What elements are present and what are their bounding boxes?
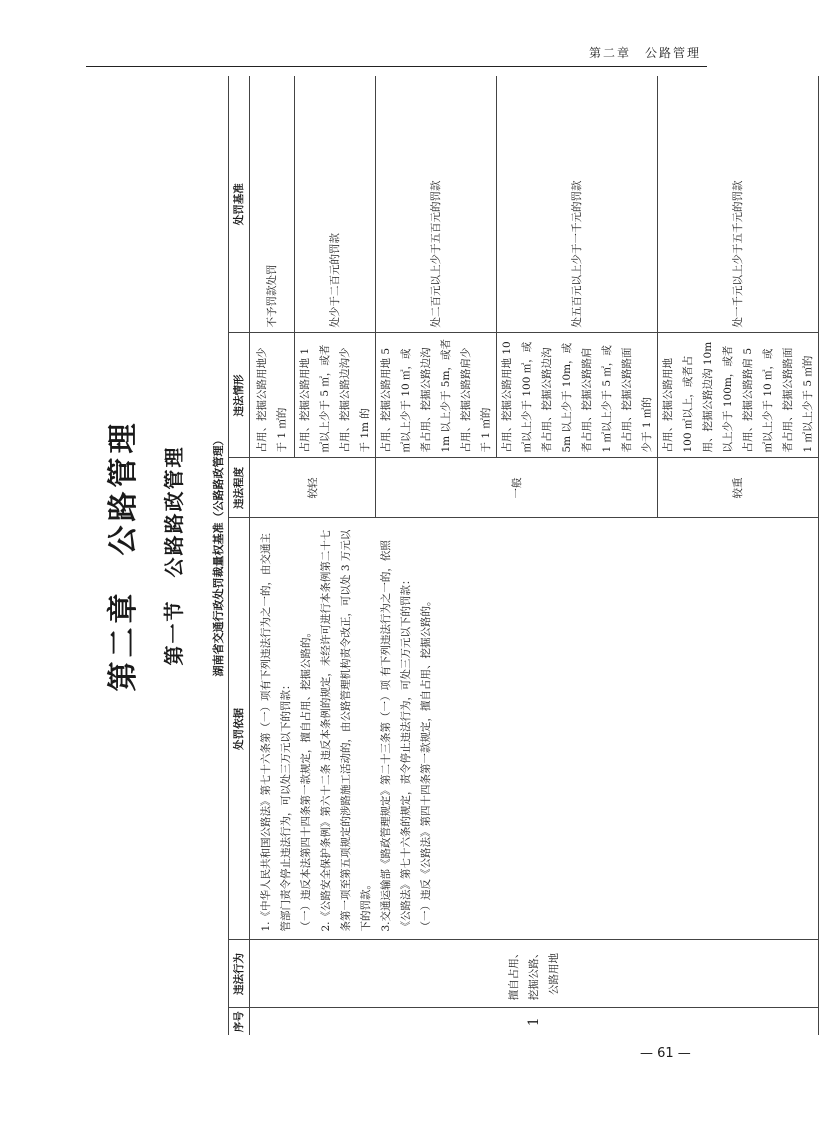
- basis-paragraph: 2.《公路安全保护条例》第六十二条 违反本条例的规定，未经许可进行本条例第二十七条第一项至第五项规定的涉路施工活动的，由公路管理机构责令改正，可以处 3 万元以下的罚款。: [320, 529, 372, 932]
- page-number: — 61 —: [640, 1046, 691, 1061]
- table-row: [250, 76, 295, 1035]
- chapter-title: 第二章 公路管理: [106, 419, 141, 692]
- circumstance-cell: 占用、挖掘公路用地 100 ㎡以上，或者占用、挖掘公路边沟 10m 以上少于 100m，或者占用、挖掘公路路肩 5 ㎡以上少于 10 ㎡，或者占用、挖掘公路路面 1 ㎡以上少于 5 ㎡的: [658, 333, 819, 458]
- header-basis: 处罚依据: [229, 518, 250, 940]
- standard-cell: 处少于二百元的罚款: [295, 76, 376, 333]
- basis-paragraph: （一）违反本法第四十四条第一款规定，擅自占用、挖掘公路的。: [300, 627, 312, 932]
- section-title: 第一节 公路路政管理: [162, 445, 186, 666]
- standard-cell: 处一千元以上少于五千元的罚款: [658, 76, 819, 333]
- rotated-content: [84, 76, 814, 1035]
- table-header-row: [229, 76, 250, 1035]
- header-degree: 违法程度: [229, 458, 250, 518]
- header-circumstance: 违法情形: [229, 333, 250, 458]
- seq-cell: 1: [250, 1008, 819, 1035]
- header-rule: [86, 66, 707, 67]
- header-act: 违法行为: [229, 940, 250, 1008]
- circumstance-cell: 占用、挖掘公路用地少于 1 ㎡的: [250, 333, 295, 458]
- running-head: 第二章 公路管理: [588, 46, 701, 60]
- header-seq: 序号: [229, 1008, 250, 1035]
- table-caption: 湖南省交通行政处罚裁量权基准（公路路政管理）: [212, 434, 225, 677]
- basis-paragraph: 1.《中华人民共和国公路法》第七十六条第（一）项有下列违法行为之一的，由交通主管部门责令停止违法行为，可以处三万元以下的罚款：: [260, 532, 292, 932]
- act-cell: 擅自占用、挖掘公路、公路用地: [250, 940, 819, 1008]
- circumstance-cell: 占用、挖掘公路用地 10 ㎡以上少于 100 ㎡，或者占用、挖掘公路边沟 5m 以上少于 10m，或者占用、挖掘公路路肩 1 ㎡以上少于 5 ㎡，或者占用、挖掘公路路面少于 1 ㎡的: [497, 333, 658, 458]
- degree-cell: 较轻: [250, 458, 376, 518]
- degree-cell: 一般: [376, 458, 658, 518]
- standard-cell: 处二百元以上少于五百元的罚款: [376, 76, 497, 333]
- circumstance-cell: 占用、挖掘公路用地 1 ㎡以上少于 5 ㎡，或者占用、挖掘公路边沟少于 1m 的: [295, 333, 376, 458]
- standard-cell: 不予罚款处罚: [250, 76, 295, 333]
- circumstance-cell: 占用、挖掘公路用地 5 ㎡以上少于 10 ㎡，或者占用、挖掘公路边沟 1m 以上少于 5m，或者占用、挖掘公路路肩少于 1 ㎡的: [376, 333, 497, 458]
- basis-cell: [250, 518, 819, 940]
- basis-paragraph: （一）违反《公路法》第四十四条第一款规定，擅自占用、挖掘公路的。: [420, 595, 432, 932]
- header-standard: 处罚基准: [229, 76, 250, 333]
- penalty-table: [228, 76, 819, 1035]
- degree-cell: 较重: [658, 458, 819, 518]
- basis-paragraph: 3.交通运输部《路政管理规定》第二十三条第（一）项 有下列违法行为之一的，依照《公路法》第七十六条的规定，责令停止违法行为，可处三万元以下的罚款：: [380, 540, 412, 932]
- standard-cell: 处五百元以上少于一千元的罚款: [497, 76, 658, 333]
